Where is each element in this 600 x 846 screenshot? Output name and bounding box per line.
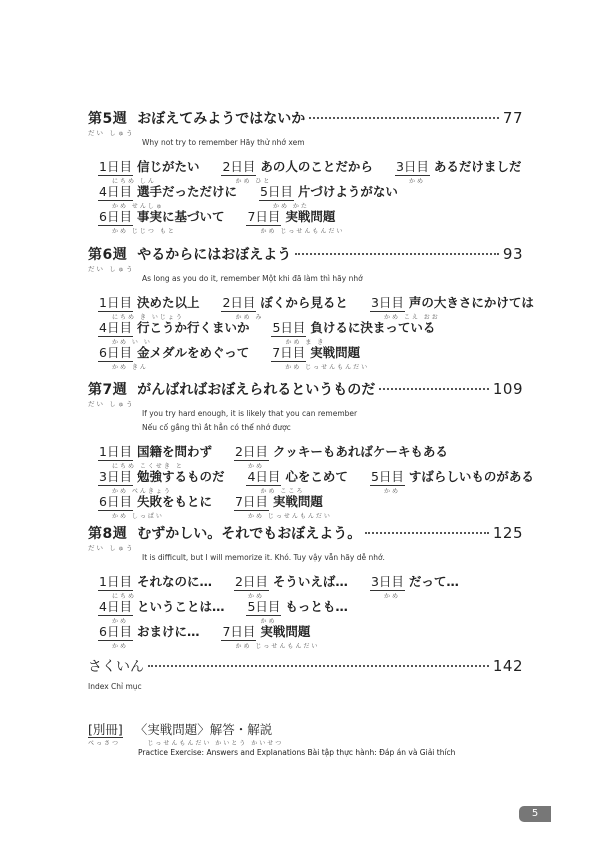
day-entry[interactable] [246,207,344,233]
day-reading: かめ い い [112,339,152,346]
day-title: ということは… [136,599,225,614]
day-entry[interactable] [246,597,347,623]
day-entry[interactable] [221,622,319,648]
day-entry[interactable] [221,157,372,183]
day-entry[interactable] [98,293,199,319]
day-number: 7日目 [247,209,281,224]
week-title: むずかしい。それでもおぼえよう。 [137,526,362,542]
day-title: 事実に基づいて [136,209,225,224]
day-title: 行こうか行くまいか [136,320,250,335]
day-row [88,442,523,470]
day-entry[interactable] [98,343,249,369]
week-subtitle: If you try hard enough, it is likely that you can remember [142,409,358,418]
day-entry[interactable] [98,467,224,493]
day-number: 4日目 [247,469,281,484]
day-row [88,182,523,210]
day-reading: かめ [383,593,400,600]
day-title: 選手だっただけに [136,184,237,199]
day-number: 3日目 [370,574,404,589]
day-entry[interactable] [98,492,212,518]
day-number: 2日目 [222,159,256,174]
day-number: 1日目 [99,444,132,459]
day-number: 1日目 [99,574,132,589]
leader-dots [365,532,489,534]
week-8-section [88,523,523,650]
day-entry[interactable] [259,182,398,208]
day-reading: かめ こえ おお [383,314,440,321]
day-title: 片づけようがない [297,184,398,199]
day-title: もっとも… [285,599,348,614]
day-title: すばらしいものがある [408,469,534,484]
day-row [88,622,523,650]
index-page: 142 [492,657,523,675]
day-title: 金メダルをめぐって [136,345,250,360]
week-title: おぼえてみようではないか [137,111,306,127]
day-reading: かめ じっせんもんだい [285,364,370,371]
day-row [88,318,523,346]
day-entry[interactable] [98,318,249,344]
day-number: 7日目 [272,345,306,360]
appendix-subtitle: Practice Exercise: Answers and Explanations Bài tập thực hành: Đáp án và Giải thích [138,748,456,757]
day-reading: かめ しっぱい [112,513,164,520]
day-number: 5日目 [247,599,281,614]
week-7-section [88,379,534,520]
week-subtitle: It is difficult, but I will memorize it. Khó. Tuy vậy vẫn hãy dễ nhớ. [142,553,385,562]
appendix-bracket-reading: べっさつ [88,740,121,747]
week-title: やるからにはおぼえよう [137,247,292,263]
week-label: 第7週 [88,382,128,398]
day-reading: かめ [247,463,264,470]
day-entry[interactable] [246,467,347,493]
page-number-badge: 5 [519,806,551,822]
day-reading: かめ かた [272,203,309,210]
day-reading: かめ ま き [285,339,326,346]
day-number: 2日目 [234,444,268,459]
day-title: 勉強するものだ [136,469,225,484]
day-number: 1日目 [99,159,132,174]
day-entry[interactable] [370,467,534,493]
day-title: あの人のことだから [260,159,373,174]
day-title: 信じがたい [136,159,200,174]
day-number: 6日目 [99,345,132,360]
day-reading: にちめ き いじょう [112,314,184,321]
day-title: そういえば… [272,574,348,589]
day-reading: かめ [247,593,264,600]
day-reading: かめ じっせんもんだい [235,643,320,650]
day-number: 6日目 [99,624,132,639]
appendix-title-reading: じっせんもんだい かいとう かいせつ [147,740,284,747]
day-reading: にちめ しん [112,178,156,185]
day-row [88,597,523,625]
day-reading: かめ せんしゅ [112,203,164,210]
day-row [88,492,523,520]
day-reading: かめ きん [112,364,148,371]
week-5-section [88,108,523,235]
day-row [88,343,523,371]
index-title: さくいん [88,659,144,675]
day-reading: かめ [408,178,425,185]
day-entry[interactable] [234,492,332,518]
day-title: 国籍を問わず [136,444,212,459]
day-title: おまけに… [136,624,200,639]
day-reading: かめ ひと [235,178,272,185]
day-title: 失敗をもとに [136,494,212,509]
day-number: 5日目 [272,320,306,335]
day-entry[interactable] [98,442,212,468]
leader-dots [148,665,489,667]
week-6-section [88,244,534,371]
week-page: 77 [502,109,523,127]
day-number: 6日目 [99,209,132,224]
day-title: 声の大きさにかけては [408,295,534,310]
day-title: 実戦問題 [310,345,361,360]
day-title: ぼくから見ると [260,295,348,310]
day-entry[interactable] [98,597,224,623]
index-subtitle: Index Chỉ mục [88,682,142,691]
week-reading: だい しゅう [88,129,135,137]
week-label: 第8週 [88,526,128,542]
day-entry[interactable] [98,207,224,233]
day-number: 3日目 [99,469,132,484]
day-reading: にちめ こくせき と [112,463,184,470]
day-reading: かめ じっせんもんだい [247,513,332,520]
week-subtitle-2: Nếu cố gắng thì ắt hẳn có thể nhớ được [142,423,291,432]
day-title: 実戦問題 [260,624,311,639]
day-number: 7日目 [234,494,268,509]
day-row [88,293,534,321]
day-row [88,207,523,235]
day-title: それなのに… [136,574,212,589]
leader-dots [379,388,489,390]
day-row [88,157,523,185]
day-number: 5日目 [370,469,404,484]
day-title: 負けるに決まっている [310,320,436,335]
week-page: 109 [492,380,523,398]
day-entry[interactable] [98,622,199,648]
day-entry[interactable] [271,343,369,369]
day-entry[interactable] [395,157,521,183]
day-entry[interactable] [271,318,435,344]
day-title: 実戦問題 [272,494,323,509]
day-reading: かめ じっせんもんだい [260,228,345,235]
index-entry[interactable] [88,656,523,691]
day-number: 3日目 [370,295,404,310]
day-number: 5日目 [259,184,293,199]
day-title: 決めた以上 [136,295,200,310]
day-number: 3日目 [395,159,429,174]
week-label: 第6週 [88,247,128,263]
week-label: 第5週 [88,111,128,127]
day-entry[interactable] [234,572,348,598]
day-number: 4日目 [99,320,132,335]
day-row [88,467,534,495]
week-page: 125 [492,524,523,542]
day-title: あるだけましだ [433,159,522,174]
day-reading: かめ じじつ もと [112,228,176,235]
day-reading: かめ べんきょう [112,488,172,495]
week-title: がんばればおぼえられるというものだ [137,382,376,398]
day-reading: かめ こころ [260,488,305,495]
day-entry[interactable] [221,293,347,319]
leader-dots [309,117,499,119]
day-entry[interactable] [234,442,448,468]
day-number: 2日目 [234,574,268,589]
day-number: 6日目 [99,494,132,509]
day-entry[interactable] [370,293,534,319]
week-reading: だい しゅう [88,265,135,273]
week-page: 93 [502,245,523,263]
day-number: 7日目 [222,624,256,639]
day-reading: かめ [112,643,129,650]
appendix-bracket: [別冊] [88,722,123,737]
day-number: 2日目 [222,295,256,310]
day-number: 4日目 [99,184,132,199]
day-title: 心をこめて [285,469,348,484]
day-title: クッキーもあればケーキもある [272,444,448,459]
week-reading: だい しゅう [88,544,135,552]
day-entry[interactable] [98,182,237,208]
day-reading: かめ [112,618,129,625]
appendix-title: 〈実戦問題〉解答・解説 [134,722,273,737]
day-title: 実戦問題 [285,209,336,224]
day-title: だって… [408,574,459,589]
day-reading: かめ [383,488,400,495]
day-entry[interactable] [98,157,199,183]
appendix-entry[interactable] [88,720,455,757]
week-subtitle: As long as you do it, remember Một khi đã làm thì hãy nhớ [142,274,363,283]
day-number: 4日目 [99,599,132,614]
day-reading: かめ み [235,314,264,321]
week-subtitle: Why not try to remember Hãy thử nhớ xem [142,138,305,147]
day-reading: かめ [260,618,277,625]
day-reading: にちめ [112,593,137,600]
day-entry[interactable] [370,572,459,598]
day-number: 1日目 [99,295,132,310]
leader-dots [295,253,499,255]
day-entry[interactable] [98,572,212,598]
day-row [88,572,523,600]
week-reading: だい しゅう [88,400,135,408]
